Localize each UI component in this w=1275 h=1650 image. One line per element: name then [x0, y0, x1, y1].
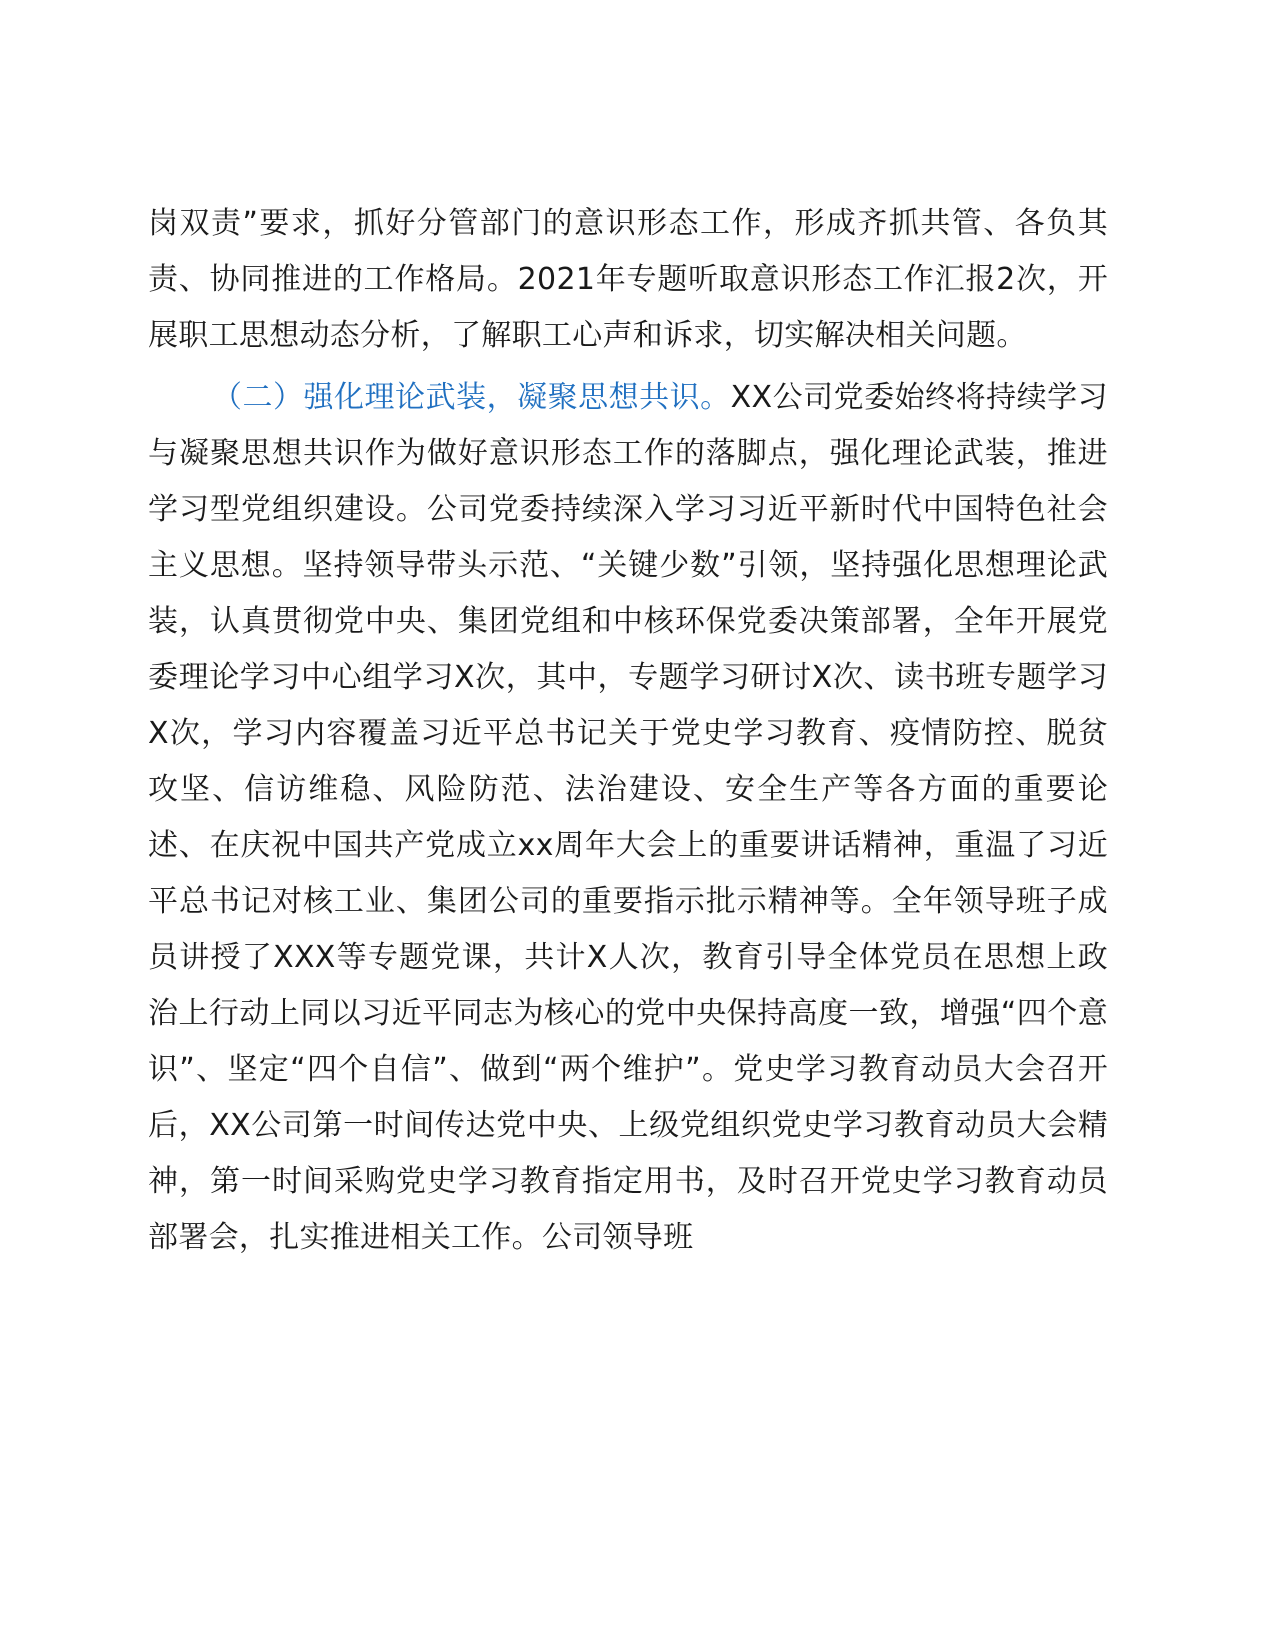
- paragraph-text: 岗双责”要求，抓好分管部门的意识形态工作，形成齐抓共管、各负其责、协同推进的工作格局。2021年专题听取意识形态工作汇报2次，开展职工思想动态分析，了解职工心声和诉求，切实解决相关问题。: [148, 206, 1108, 353]
- paragraph-section-two: [148, 370, 1108, 1266]
- document-body: [148, 196, 1108, 1266]
- section-heading: （二）强化理论武装，凝聚思想共识。: [212, 380, 731, 415]
- paragraph-continuation: [148, 196, 1108, 364]
- paragraph-text: XX公司党委始终将持续学习与凝聚思想共识作为做好意识形态工作的落脚点，强化理论武装，推进学习型党组织建设。公司党委持续深入学习习近平新时代中国特色社会主义思想。坚持领导带头示范、“关键少数”引领，坚持强化思想理论武装，认真贯彻党中央、集团党组和中核环保党委决策部署，全年开展党委理论学习中心组学习X次，其中，专题学习研讨X次、读书班专题学习X次，学习内容覆盖习近平总书记关于党史学习教育、疫情防控、脱贫攻坚、信访维稳、风险防范、法治建设、安全生产等各方面的重要论述、在庆祝中国共产党成立xx周年大会上的重要讲话精神，重温了习近平总书记对核工业、集团公司的重要指示批示精神等。全年领导班子成员讲授了XXX等专题党课，共计X人次，教育引导全体党员在思想上政治上行动上同以习近平同志为核心的党中央保持高度一致，增强“四个意识”、坚定“四个自信”、做到“两个维护”。党史学习教育动员大会召开后，XX公司第一时间传达党中央、上级党组织党史学习教育动员大会精神，第一时间采购党史学习教育指定用书，及时召开党史学习教育动员部署会，扎实推进相关工作。公司领导班: [148, 380, 1108, 1255]
